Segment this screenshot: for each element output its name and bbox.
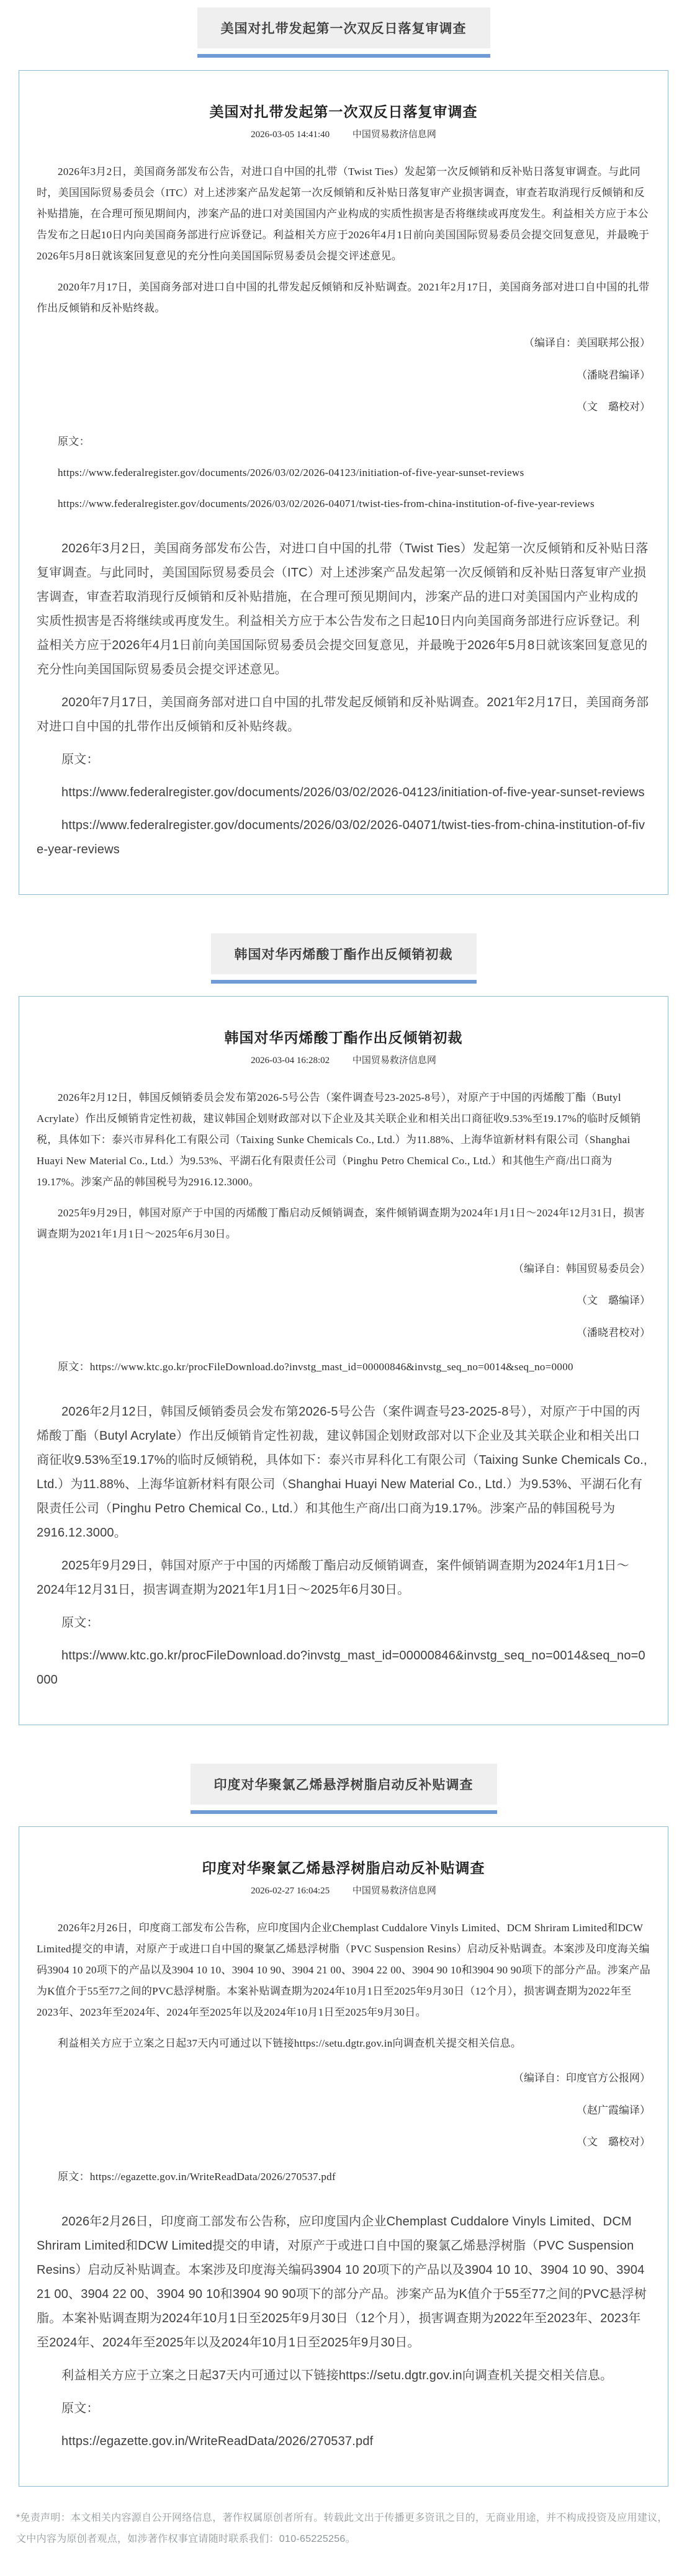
original-label: 原文： — [58, 1361, 90, 1373]
credit-proofreader: （文 璐校对） — [577, 2136, 650, 2148]
credit-proofreader: （潘晓君校对） — [577, 1326, 650, 1339]
original-line — [37, 1357, 650, 1378]
credit-source: （编译自：印度官方公报网） — [513, 2072, 650, 2084]
original-label: 原文： — [58, 2170, 90, 2183]
original-link: https://www.ktc.go.kr/procFileDownload.do?invstg_mast_id=00000846&invstg_seq_no=0014&seq_no=0000 — [37, 1649, 645, 1687]
original-label: 原文： — [61, 752, 99, 766]
article-paragraph: 2020年7月17日，美国商务部对进口自中国的扎带发起反倾销和反补贴调查。2021年2月17日，美国商务部对进口自中国的扎带作出反倾销和反补贴终裁。 — [37, 281, 650, 314]
original-link: https://egazette.gov.in/WriteReadData/2026/270537.pdf — [61, 2434, 374, 2448]
section-badge-title: 美国对扎带发起第一次双反日落复审调查 — [197, 7, 490, 48]
article-datetime: 2026-02-27 16:04:25 — [251, 1886, 330, 1896]
article-paragraph: 利益相关方应于立案之日起37天内可通过以下链接https://setu.dgtr.gov.in向调查机关提交相关信息。 — [58, 2037, 522, 2049]
article-paragraph: 2020年7月17日，美国商务部对进口自中国的扎带发起反倾销和反补贴调查。2021年2月17日，美国商务部对进口自中国的扎带作出反倾销和反补贴终裁。 — [37, 695, 649, 734]
article-card — [19, 996, 668, 1726]
original-link: https://egazette.gov.in/WriteReadData/2026/270537.pdf — [89, 2170, 336, 2183]
article-paragraph: 利益相关方应于立案之日起37天内可通过以下链接https://setu.dgtr.gov.in向调查机关提交相关信息。 — [61, 2368, 613, 2382]
article-dateline — [37, 1053, 650, 1066]
article-source: 中国贸易救济信息网 — [352, 1055, 436, 1066]
badge-underline — [191, 1810, 497, 1814]
original-link: https://www.federalregister.gov/documents/2026/03/02/2026-04123/initiation-of-five-year-sunset-reviews — [58, 466, 524, 478]
article-dateline — [37, 127, 650, 140]
section-header — [211, 933, 477, 984]
original-link: https://www.federalregister.gov/documents/2026/03/02/2026-04071/twist-ties-from-china-institution-of-five-year-reviews — [37, 818, 645, 856]
article-title: 美国对扎带发起第一次双反日落复审调查 — [209, 104, 478, 120]
article-paragraph: 2026年2月12日，韩国反倾销委员会发布第2026-5号公告（案件调查号23-2025-8号），对原产于中国的丙烯酸丁酯（Butyl Acrylate）作出反倾销肯定性初裁，建议韩国企划财政部对以下企业及其关联企业和相关出口商征收9.53%至19.17%的临时反倾销税，具体如下：泰兴市昇科化工有限公司（Taixing Sunke Chemicals Co., Ltd.）为11.88%、上海华谊新材料有限公司（Shanghai Huayi New Material Co., Ltd.）为9.53%、平湖石化有限责任公司（Pinghu Petro Chemical Co., Ltd.）和其他生产商/出口商为19.17%。涉案产品的韩国税号为2916.12.3000。 — [37, 1405, 647, 1540]
article-paragraph: 2026年3月2日，美国商务部发布公告，对进口自中国的扎带（Twist Ties）发起第一次反倾销和反补贴日落复审调查。与此同时，美国国际贸易委员会（ITC）对上述涉案产品发起第一次反倾销和反补贴日落复审产业损害调查，审查若取消现行反倾销和反补贴措施，在合理可预见期间内，涉案产品的进口对美国国内产业构成的实质性损害是否将继续或再度发生。利益相关方应于本公告发布之日起10日内向美国商务部进行应诉登记。利益相关方应于2026年4月1日前向美国国际贸易委员会提交回复意见，并最晚于2026年5月8日就该案回复意见的充分性向美国国际贸易委员会提交评述意见。 — [37, 166, 650, 262]
section-header — [191, 1764, 497, 1814]
original-line — [37, 2166, 650, 2188]
section-korea-butyl-acrylate — [0, 933, 687, 1726]
credit-proofreader: （文 璐校对） — [577, 401, 650, 413]
article-title: 印度对华聚氯乙烯悬浮树脂启动反补贴调查 — [202, 1860, 485, 1876]
badge-underline — [211, 980, 477, 984]
original-link: https://www.federalregister.gov/documents/2026/03/02/2026-04071/twist-ties-from-china-institution-of-five-year-reviews — [58, 497, 595, 509]
article-source: 中国贸易救济信息网 — [352, 130, 436, 140]
article-paragraph: 2026年2月12日，韩国反倾销委员会发布第2026-5号公告（案件调查号23-2025-8号），对原产于中国的丙烯酸丁酯（Butyl Acrylate）作出反倾销肯定性初裁，建议韩国企划财政部对以下企业及其关联企业和相关出口商征收9.53%至19.17%的临时反倾销税，具体如下：泰兴市昇科化工有限公司（Taixing Sunke Chemicals Co., Ltd.）为11.88%、上海华谊新材料有限公司（Shanghai Huayi New Material Co., Ltd.）为9.53%、平湖石化有限责任公司（Pinghu Petro Chemical Co., Ltd.）和其他生产商/出口商为19.17%。涉案产品的韩国税号为2916.12.3000。 — [37, 1091, 641, 1188]
original-label: 原文： — [58, 435, 90, 447]
article-paragraph: 2025年9月29日，韩国对原产于中国的丙烯酸丁酯启动反倾销调查，案件倾销调查期为2024年1月1日～2024年12月31日，损害调查期为2021年1月1日～2025年6月30日。 — [37, 1206, 645, 1240]
article-card — [19, 1826, 668, 2487]
original-label: 原文： — [61, 2401, 99, 2415]
section-badge-title: 印度对华聚氯乙烯悬浮树脂启动反补贴调查 — [191, 1764, 497, 1805]
article-paragraph: 2026年2月26日，印度商工部发布公告称，应印度国内企业Chemplast Cuddalore Vinyls Limited、DCM Shriram Limited和DCW Limited提交的申请，对原产于或进口自中国的聚氯乙烯悬浮树脂（PVC Suspension Resins）启动反补贴调查。本案涉及印度海关编码3904 10 20项下的产品以及3904 10 10、3904 10 90、3904 21 00、3904 22 00、3904 90 10和3904 90 90项下的部分产品。涉案产品为K值介于55至77之间的PVC悬浮树脂。本案补贴调查期为2024年10月1日至2025年9月30日（12个月），损害调查期为2022年至2023年、2023年至2024年、2024年至2025年以及2024年10月1日至2025年9月30日。 — [37, 1922, 650, 2018]
article-datetime: 2026-03-05 14:41:40 — [251, 130, 330, 140]
original-link: https://www.federalregister.gov/documents/2026/03/02/2026-04123/initiation-of-five-year-sunset-reviews — [61, 785, 645, 799]
credit-source: （编译自：韩国贸易委员会） — [513, 1262, 650, 1275]
article-card — [19, 70, 668, 895]
original-link: https://www.ktc.go.kr/procFileDownload.do?invstg_mast_id=00000846&invstg_seq_no=0014&seq_no=0000 — [89, 1361, 573, 1373]
credit-translator: （文 璐编译） — [577, 1295, 650, 1306]
article-dateline — [37, 1883, 650, 1896]
section-badge-title: 韩国对华丙烯酸丁酯作出反倾销初裁 — [211, 933, 477, 974]
badge-underline — [197, 54, 490, 58]
section-us-sunset-review — [0, 7, 687, 895]
article-source: 中国贸易救济信息网 — [352, 1886, 436, 1896]
article-paragraph: 2026年3月2日，美国商务部发布公告，对进口自中国的扎带（Twist Ties）发起第一次反倾销和反补贴日落复审调查。与此同时，美国国际贸易委员会（ITC）对上述涉案产品发起第一次反倾销和反补贴日落复审产业损害调查，审查若取消现行反倾销和反补贴措施，在合理可预见期间内，涉案产品的进口对美国国内产业构成的实质性损害是否将继续或再度发生。利益相关方应于本公告发布之日起10日内向美国商务部进行应诉登记。利益相关方应于2026年4月1日前向美国国际贸易委员会提交回复意见，并最晚于2026年5月8日就该案回复意见的充分性向美国国际贸易委员会提交评述意见。 — [37, 541, 649, 676]
section-india-pvc-resins — [0, 1764, 687, 2487]
section-header — [197, 7, 490, 58]
article-datetime: 2026-03-04 16:28:02 — [251, 1055, 330, 1066]
article-body-repeat — [37, 537, 650, 862]
disclaimer-text: *免责声明：本文相关内容源自公开网络信息，著作权属原创者所有。转载此文出于传播更多资讯之目的，无商业用途，并不构成投资及应用建议，文中内容为原创者观点，如涉著作权事宜请随时联系我们：010-65225256。 — [16, 2512, 668, 2544]
article-paragraph: 2026年2月26日，印度商工部发布公告称，应印度国内企业Chemplast Cuddalore Vinyls Limited、DCM Shriram Limited和DCW Limited提交的申请，对原产于或进口自中国的聚氯乙烯悬浮树脂（PVC Suspension Resins）启动反补贴调查。本案涉及印度海关编码3904 10 20项下的产品以及3904 10 10、3904 10 90、3904 21 00、3904 22 00、3904 90 10和3904 90 90项下的部分产品。涉案产品为K值介于55至77之间的PVC悬浮树脂。本案补贴调查期为2024年10月1日至2025年9月30日（12个月），损害调查期为2022年至2023年、2023年至2024年、2024年至2025年以及2024年10月1日至2025年9月30日。 — [37, 2214, 647, 2349]
article-paragraph: 2025年9月29日，韩国对原产于中国的丙烯酸丁酯启动反倾销调查，案件倾销调查期为2024年1月1日～2024年12月31日，损害调查期为2021年1月1日～2025年6月30日。 — [37, 1559, 629, 1597]
article-body-repeat — [37, 2210, 650, 2454]
credit-source: （编译自：美国联邦公报） — [524, 337, 650, 349]
original-label: 原文： — [61, 1616, 99, 1630]
credit-translator: （潘晓君编译） — [577, 369, 650, 381]
credit-translator: （赵广霞编译） — [577, 2104, 650, 2116]
article-title: 韩国对华丙烯酸丁酯作出反倾销初裁 — [224, 1030, 463, 1046]
article-body-repeat — [37, 1400, 650, 1692]
